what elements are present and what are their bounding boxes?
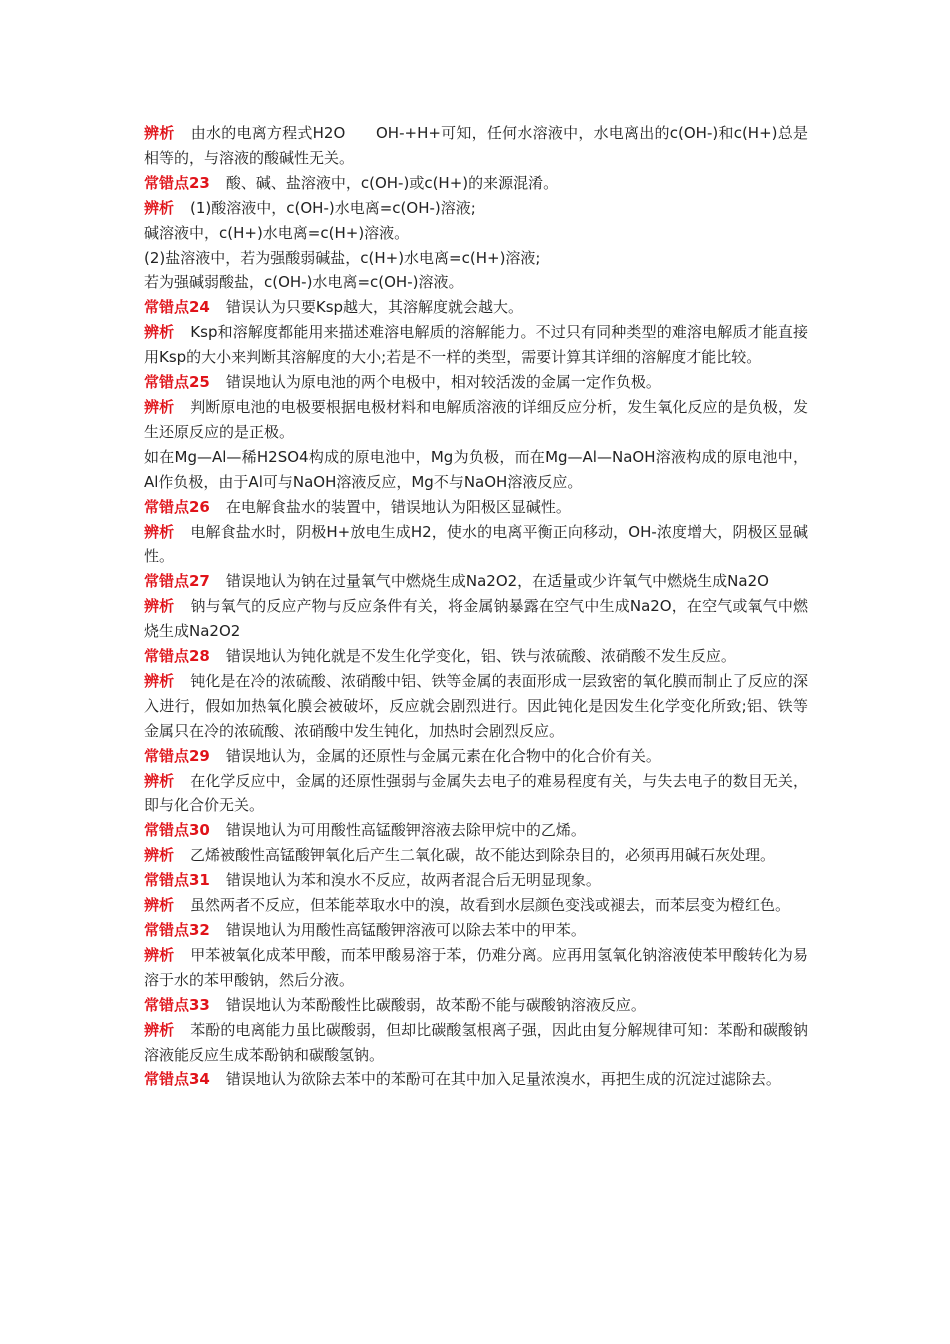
paragraph-label: 辨析 <box>144 522 175 541</box>
paragraph-label: 辨析 <box>144 846 175 865</box>
paragraph-text: 错误地认为用酸性高锰酸钾溶液可以除去苯中的甲苯。 <box>225 921 586 939</box>
paragraph-text: 如在Mg—Al—稀H2SO4构成的原电池中，Mg为负极，而在Mg—Al—NaOH溶液构成的原电池中，Al作负极，由于Al可与NaOH溶液反应，Mg不与NaOH溶液反应。 <box>144 447 808 491</box>
paragraph-text: (2)盐溶液中，若为强酸弱碱盐，c(H+)水电离=c(H+)溶液; <box>144 248 541 267</box>
paragraph <box>144 171 808 196</box>
paragraph-label: 常错点31 <box>144 871 210 890</box>
paragraph-text: 电解食盐水时，阴极H+放电生成H2，使水的电离平衡正向移动，OH-浓度增大，阴极区显碱性。 <box>144 522 808 566</box>
paragraph-label: 辨析 <box>144 323 175 342</box>
paragraph-label: 辨析 <box>144 896 175 915</box>
paragraph-label: 常错点34 <box>144 1070 210 1089</box>
paragraph <box>144 520 808 570</box>
paragraph-label: 常错点29 <box>144 746 210 765</box>
paragraph <box>144 445 808 495</box>
paragraph <box>144 370 808 395</box>
paragraph <box>144 993 808 1018</box>
paragraph <box>144 893 808 918</box>
paragraph <box>144 320 808 370</box>
paragraph <box>144 196 808 221</box>
paragraph-label: 常错点23 <box>144 173 210 192</box>
paragraph <box>144 121 808 171</box>
paragraph <box>144 843 808 868</box>
paragraph-text: 错误地认为钠在过量氧气中燃烧生成Na2O2，在适量或少许氧气中燃烧生成Na2O <box>225 572 769 591</box>
paragraph <box>144 270 808 295</box>
paragraph-text: 错误地认为可用酸性高锰酸钾溶液去除甲烷中的乙烯。 <box>225 821 586 840</box>
paragraph-text: 错误地认为欲除去苯中的苯酚可在其中加入足量浓溴水，再把生成的沉淀过滤除去。 <box>225 1070 781 1089</box>
paragraph-label: 辨析 <box>144 198 175 217</box>
paragraph-text: 苯酚的电离能力虽比碳酸弱，但却比碳酸氢根离子强，因此由复分解规律可知：苯酚和碳酸钠溶液能反应生成苯酚钠和碳酸氢钠。 <box>144 1020 808 1064</box>
paragraph-text: 错误地认为苯和溴水不反应，故两者混合后无明显现象。 <box>225 871 601 890</box>
paragraph <box>144 769 808 819</box>
paragraph-text: 在化学反应中，金属的还原性强弱与金属失去电子的难易程度有关，与失去电子的数目无关，即与化合价无关。 <box>144 771 808 815</box>
paragraph-label: 常错点27 <box>144 572 210 591</box>
paragraph-text: 错误认为只要Ksp越大，其溶解度就会越大。 <box>225 298 524 317</box>
paragraph-text: 虽然两者不反应，但苯能萃取水中的溴，故看到水层颜色变浅或褪去，而苯层变为橙红色。 <box>190 896 791 915</box>
paragraph-text: 在电解食盐水的装置中，错误地认为阳极区显碱性。 <box>225 497 571 516</box>
paragraph-text: 错误地认为苯酚酸性比碳酸弱，故苯酚不能与碳酸钠溶液反应。 <box>225 995 646 1014</box>
paragraph-text: 甲苯被氧化成苯甲酸，而苯甲酸易溶于苯，仍难分离。应再用氢氧化钠溶液使苯甲酸转化为易溶于水的苯甲酸钠，然后分液。 <box>144 945 808 989</box>
paragraph-label: 常错点33 <box>144 995 210 1014</box>
paragraph-text: 错误地认为，金属的还原性与金属元素在化合物中的化合价有关。 <box>225 746 661 765</box>
paragraph-label: 辨析 <box>144 124 175 142</box>
paragraph <box>144 868 808 893</box>
paragraph-text: 碱溶液中，c(H+)水电离=c(H+)溶液。 <box>144 223 410 242</box>
paragraph-label: 常错点32 <box>144 921 210 939</box>
paragraph <box>144 246 808 271</box>
paragraph-label: 常错点25 <box>144 373 210 392</box>
paragraph-label: 辨析 <box>144 771 175 790</box>
paragraph-label: 辨析 <box>144 397 175 416</box>
paragraph <box>144 744 808 769</box>
paragraph <box>144 943 808 993</box>
paragraph-label: 常错点28 <box>144 647 210 666</box>
paragraph <box>144 1018 808 1068</box>
paragraph-label: 辨析 <box>144 597 175 616</box>
paragraph <box>144 395 808 445</box>
paragraph-label: 辨析 <box>144 671 175 690</box>
paragraph-text: Ksp和溶解度都能用来描述难溶电解质的溶解能力。不过只有同种类型的难溶电解质才能直接用Ksp的大小来判断其溶解度的大小;若是不一样的类型，需要计算其详细的溶解度才能比较。 <box>144 323 808 367</box>
paragraph-text: 错误地认为钝化就是不发生化学变化，铝、铁与浓硫酸、浓硝酸不发生反应。 <box>225 647 736 666</box>
paragraph-text: 由水的电离方程式H2O OH-+H+可知，任何水溶液中，水电离出的c(OH-)和c(H+)总是相等的，与溶液的酸碱性无关。 <box>144 124 808 167</box>
paragraph-label: 辨析 <box>144 1020 175 1039</box>
paragraph-text: 若为强碱弱酸盐，c(OH-)水电离=c(OH-)溶液。 <box>144 273 464 292</box>
paragraph-text: 钠与氧气的反应产物与反应条件有关，将金属钠暴露在空气中生成Na2O，在空气或氧气中燃烧生成Na2O2 <box>144 597 808 641</box>
paragraph <box>144 644 808 669</box>
paragraph-text: 错误地认为原电池的两个电极中，相对较活泼的金属一定作负极。 <box>225 373 661 392</box>
paragraph <box>144 669 808 744</box>
paragraph <box>144 569 808 594</box>
paragraph <box>144 221 808 246</box>
paragraph <box>144 495 808 520</box>
document-page <box>144 121 808 1092</box>
paragraph-text: 判断原电池的电极要根据电极材料和电解质溶液的详细反应分析，发生氧化反应的是负极，发生还原反应的是正极。 <box>144 397 808 441</box>
paragraph-text: (1)酸溶液中，c(OH-)水电离=c(OH-)溶液; <box>190 198 476 217</box>
paragraph-text: 酸、碱、盐溶液中，c(OH-)或c(H+)的来源混淆。 <box>225 173 559 192</box>
paragraph <box>144 918 808 943</box>
paragraph <box>144 594 808 644</box>
paragraph-label: 常错点24 <box>144 298 210 317</box>
paragraph-label: 常错点30 <box>144 821 210 840</box>
paragraph-label: 常错点26 <box>144 497 210 516</box>
paragraph <box>144 818 808 843</box>
paragraph <box>144 295 808 320</box>
paragraph-text: 钝化是在冷的浓硫酸、浓硝酸中铝、铁等金属的表面形成一层致密的氧化膜而制止了反应的深入进行，假如加热氧化膜会被破坏，反应就会剧烈进行。因此钝化是因发生化学变化所致;铝、铁等金属只在冷的浓硫酸、浓硝酸中发生钝化，加热时会剧烈反应。 <box>144 671 808 740</box>
paragraph <box>144 1067 808 1092</box>
paragraph-label: 辨析 <box>144 945 175 964</box>
paragraph-text: 乙烯被酸性高锰酸钾氧化后产生二氧化碳，故不能达到除杂目的，必须再用碱石灰处理。 <box>190 846 776 865</box>
